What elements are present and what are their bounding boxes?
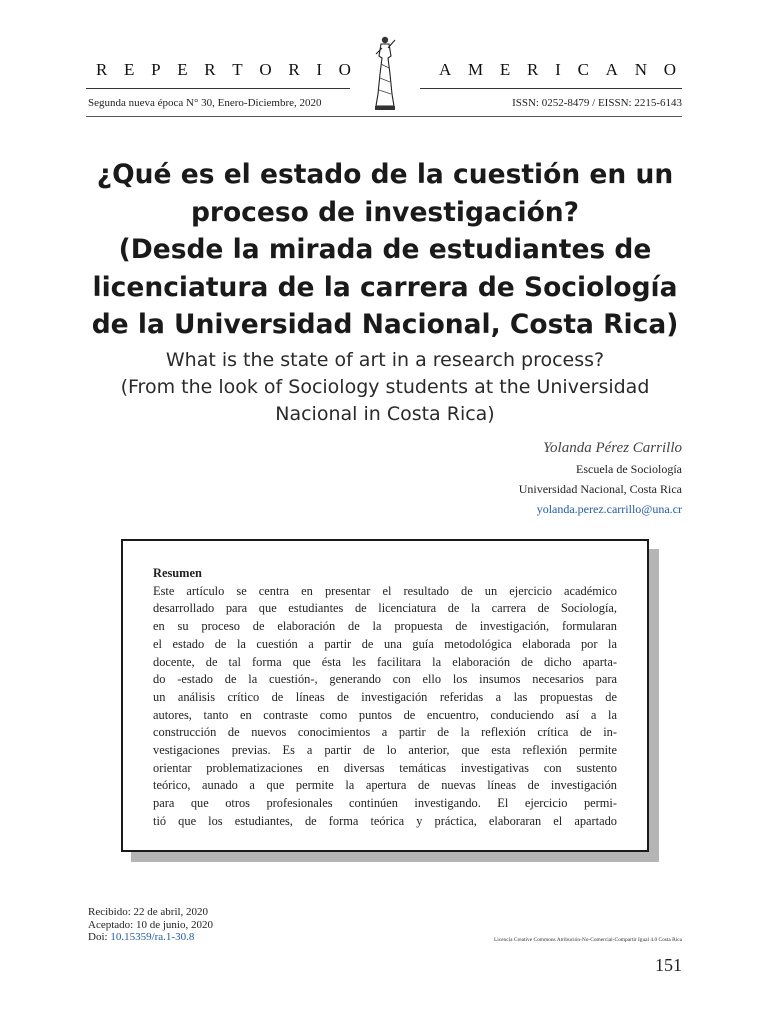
journal-letter: E bbox=[499, 60, 511, 79]
journal-letter: N bbox=[634, 60, 647, 79]
article-subtitle bbox=[70, 347, 700, 428]
header-rule-right bbox=[420, 88, 682, 89]
journal-letter: A bbox=[605, 60, 618, 79]
journal-letter: C bbox=[577, 60, 589, 79]
subtitle-line: (From the look of Sociology students at the Universidad bbox=[120, 376, 650, 398]
author-email-link[interactable]: yolanda.perez.carrillo@una.cr bbox=[536, 502, 682, 516]
abstract-heading: Resumen bbox=[153, 566, 202, 580]
title-line: (Desde la mirada de estudiantes de bbox=[118, 234, 652, 265]
title-line: ¿Qué es el estado de la cuestión en un bbox=[96, 159, 674, 190]
article-dates bbox=[88, 906, 213, 944]
abstract-content bbox=[153, 565, 617, 831]
journal-letter: R bbox=[96, 60, 108, 79]
classical-statue-figure-icon bbox=[372, 34, 398, 112]
abstract-line: desarrollado para que estudiantes de licenciatura de la carrera de Sociología, bbox=[153, 601, 617, 616]
abstract-line: para que otros profesionales continúen investigando. El ejercicio permi- bbox=[153, 796, 617, 811]
journal-letter: O bbox=[663, 60, 676, 79]
author-name: Yolanda Pérez Carrillo bbox=[543, 440, 682, 456]
author-department: Escuela de Sociología bbox=[576, 462, 682, 476]
subtitle-line: Nacional in Costa Rica) bbox=[275, 403, 495, 425]
abstract-line: tió que los estudiantes, de forma teórica y práctica, elaboraran el apartado bbox=[153, 813, 617, 828]
journal-letter: R bbox=[288, 60, 300, 79]
accepted-date: Aceptado: 10 de junio, 2020 bbox=[88, 918, 213, 931]
license-notice[interactable]: Licencia Creative Commons Atribución-No-Comercial-Compartir Igual 4.0 Costa Rica bbox=[493, 937, 682, 943]
abstract-line: teórico, aunado a que permite la apertura de nuevas líneas de investigación bbox=[153, 778, 617, 793]
journal-name-word1 bbox=[96, 60, 351, 80]
abstract-line: docente, de tal forma que ésta les facilitara la elaboración de dicho aparta- bbox=[153, 654, 617, 669]
journal-letter: I bbox=[316, 60, 322, 79]
journal-name-word2 bbox=[439, 60, 676, 80]
author-block bbox=[519, 438, 682, 519]
abstract-line: construcción de nuevos conocimientos a partir de la reflexión crítica de in- bbox=[153, 725, 617, 740]
journal-letter: M bbox=[468, 60, 484, 79]
abstract-line: autores, tanto en contraste como puntos de encuentro, conduciendo así a la bbox=[153, 707, 617, 722]
header-divider bbox=[86, 116, 682, 117]
doi-label: Doi: bbox=[88, 931, 108, 943]
abstract-text bbox=[153, 583, 617, 831]
journal-letter: I bbox=[555, 60, 561, 79]
abstract-line: en su proceso de elaboración de la propuesta de investigación, formularan bbox=[153, 619, 617, 634]
title-line: licenciatura de la carrera de Sociología bbox=[92, 271, 678, 303]
abstract-line: el estado de la cuestión a partir de una guía metodológica elaborada por la bbox=[153, 636, 617, 651]
journal-letter: E bbox=[177, 60, 188, 79]
doi-line bbox=[88, 931, 213, 944]
abstract-box bbox=[121, 539, 649, 852]
title-line: de la Universidad Nacional, Costa Rica) bbox=[91, 309, 679, 340]
abstract-line: orientar problematizaciones en diversas temáticas investigativas con sustento bbox=[153, 760, 617, 775]
article-title bbox=[70, 156, 700, 344]
subtitle-line: What is the state of art in a research process? bbox=[165, 349, 605, 371]
journal-letter: O bbox=[259, 60, 272, 79]
title-line: proceso de investigación? bbox=[190, 196, 580, 228]
page-number: 151 bbox=[655, 955, 682, 975]
issue-info: Segunda nueva época N° 30, Enero-Diciembre, 2020 bbox=[88, 97, 322, 109]
journal-letter: A bbox=[439, 60, 452, 79]
journal-letter: O bbox=[338, 60, 351, 79]
journal-letter: T bbox=[232, 60, 243, 79]
journal-letter: E bbox=[124, 60, 135, 79]
journal-letter: R bbox=[527, 60, 539, 79]
abstract-line: do -estado de la cuestión-, generando con ello los insumos necesarios para bbox=[153, 672, 617, 687]
author-institution: Universidad Nacional, Costa Rica bbox=[518, 482, 682, 496]
header-rule-left bbox=[86, 88, 350, 89]
journal-letter: P bbox=[151, 60, 161, 79]
journal-letter: R bbox=[204, 60, 216, 79]
received-date: Recibido: 22 de abril, 2020 bbox=[88, 906, 209, 918]
abstract-line: Este artículo se centra en presentar el resultado de un ejercicio académico bbox=[153, 583, 617, 598]
issn: ISSN: 0252-8479 / EISSN: 2215-6143 bbox=[512, 97, 682, 109]
abstract-line: un análisis crítico de líneas de investigación referidas a las propuestas de bbox=[153, 689, 617, 704]
doi-link[interactable]: 10.15359/ra.1-30.8 bbox=[110, 931, 195, 943]
abstract-line: vestigaciones previas. Es a partir de lo anterior, que esta reflexión permite bbox=[153, 743, 617, 758]
